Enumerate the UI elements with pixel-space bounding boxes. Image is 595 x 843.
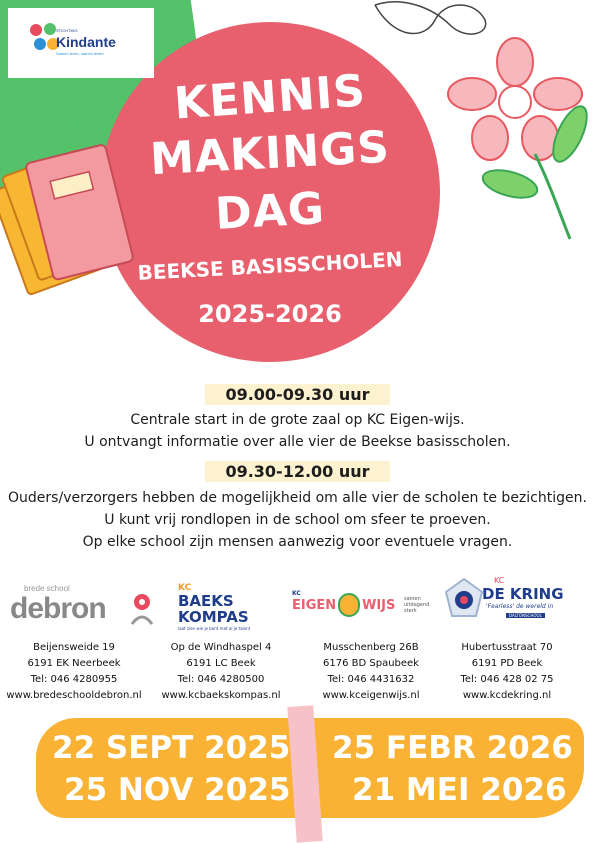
program-text-1-line-1: Centrale start in de grote zaal op KC Eigen-wijs. (130, 412, 465, 428)
program-text-2-line-2: U kunt vrij rondlopen in de school om sfeer te proeven. (104, 512, 491, 528)
program-time-1: 09.00-09.30 uur (205, 384, 389, 405)
school-logo-debron (10, 582, 160, 632)
school-logo-dekring (444, 576, 574, 632)
debron-logo-name: debron (10, 592, 106, 625)
school-address-dekring (437, 640, 577, 704)
program-text-2-line-3: Op elke school zijn mensen aanwezig voor eventuele vragen. (82, 534, 513, 550)
dekring-logo-sub: DALTONSCHOOL (506, 613, 545, 618)
dekring-emblem-icon (444, 578, 484, 618)
program-time-1-row (0, 384, 595, 407)
school-address-baekskompas (151, 640, 291, 704)
school-website-link[interactable]: www.kceigenwijs.nl (322, 690, 420, 701)
program-time-2-row (0, 461, 595, 484)
school-phone: Tel: 046 4431632 (327, 674, 415, 685)
school-phone: Tel: 046 428 02 75 (460, 674, 554, 685)
date-right-1: 25 FEBR 2026 (332, 730, 573, 766)
program-text-1-line-2: U ontvangt informatie over alle vier de Beekse basisscholen. (84, 434, 511, 450)
dekring-logo-tag: 'Fearless' de wereld in (486, 603, 554, 610)
flower-illustration-icon (440, 34, 590, 244)
baekskompas-logo-tag: laat zien wie je bent met al je talent (178, 626, 251, 631)
logo-name: Kindante (56, 34, 116, 50)
school-logo-baekskompas (172, 583, 292, 633)
school-website-link[interactable]: www.bredeschooldebron.nl (6, 690, 142, 701)
eigenwijs-owl-icon (338, 593, 360, 617)
dekring-logo-name: DE KRING (482, 585, 564, 603)
school-street: Musschenberg 26B (323, 642, 419, 653)
school-city: 6191 EK Neerbeek (27, 658, 121, 669)
title-year: 2025-2026 (198, 300, 342, 328)
title-line-3: DAG (213, 183, 327, 240)
school-street: Hubertusstraat 70 (461, 642, 553, 653)
debron-flower-icon (128, 592, 156, 628)
eigenwijs-logo-tag: samen uitdagend sterk (404, 596, 430, 614)
title-subtitle: BEEKSE BASISSCHOLEN (136, 247, 404, 285)
school-website-link[interactable]: www.kcbaekskompas.nl (161, 690, 281, 701)
program-time-2: 09.30-12.00 uur (205, 461, 389, 482)
school-city: 6176 BD Spaubeek (323, 658, 419, 669)
baekskompas-logo-name-1: BAEKS (178, 592, 234, 610)
school-phone: Tel: 046 4280500 (177, 674, 265, 685)
school-website-link[interactable]: www.kcdekring.nl (462, 690, 552, 701)
date-left-2: 25 NOV 2025 (64, 772, 291, 808)
title-line-2: MAKINGS (148, 121, 392, 186)
eigenwijs-logo-top: KC (292, 590, 301, 597)
school-address-debron (4, 640, 144, 704)
school-phone: Tel: 046 4280955 (30, 674, 118, 685)
school-logo-eigenwijs (292, 590, 434, 630)
school-city: 6191 PD Beek (471, 658, 543, 669)
debron-logo-top: brede school (24, 584, 70, 593)
title-line-1: KENNIS (172, 65, 368, 130)
date-left-1: 22 SEPT 2025 (52, 730, 291, 766)
school-city: 6191 LC Beek (186, 658, 256, 669)
logo-tagline: Samen leren, samen leven (56, 51, 104, 56)
date-right-2: 21 MEI 2026 (352, 772, 567, 808)
eigenwijs-logo-name-2: WIJS (362, 598, 396, 613)
dekring-logo-top: KC (494, 576, 505, 585)
baekskompas-logo-name-2: KOMPAS (178, 608, 249, 626)
baekskompas-logo-top: KC (178, 583, 192, 593)
school-street: Beijensweide 19 (33, 642, 115, 653)
eigenwijs-logo-name-1: EIGEN (292, 598, 337, 613)
program-text-2-line-1: Ouders/verzorgers hebben de mogelijkheid om alle vier de scholen te bezichtigen. (8, 490, 587, 506)
school-address-eigenwijs (301, 640, 441, 704)
school-street: Op de Windhaspel 4 (170, 642, 272, 653)
logo-small-text: STICHTING (56, 28, 78, 33)
